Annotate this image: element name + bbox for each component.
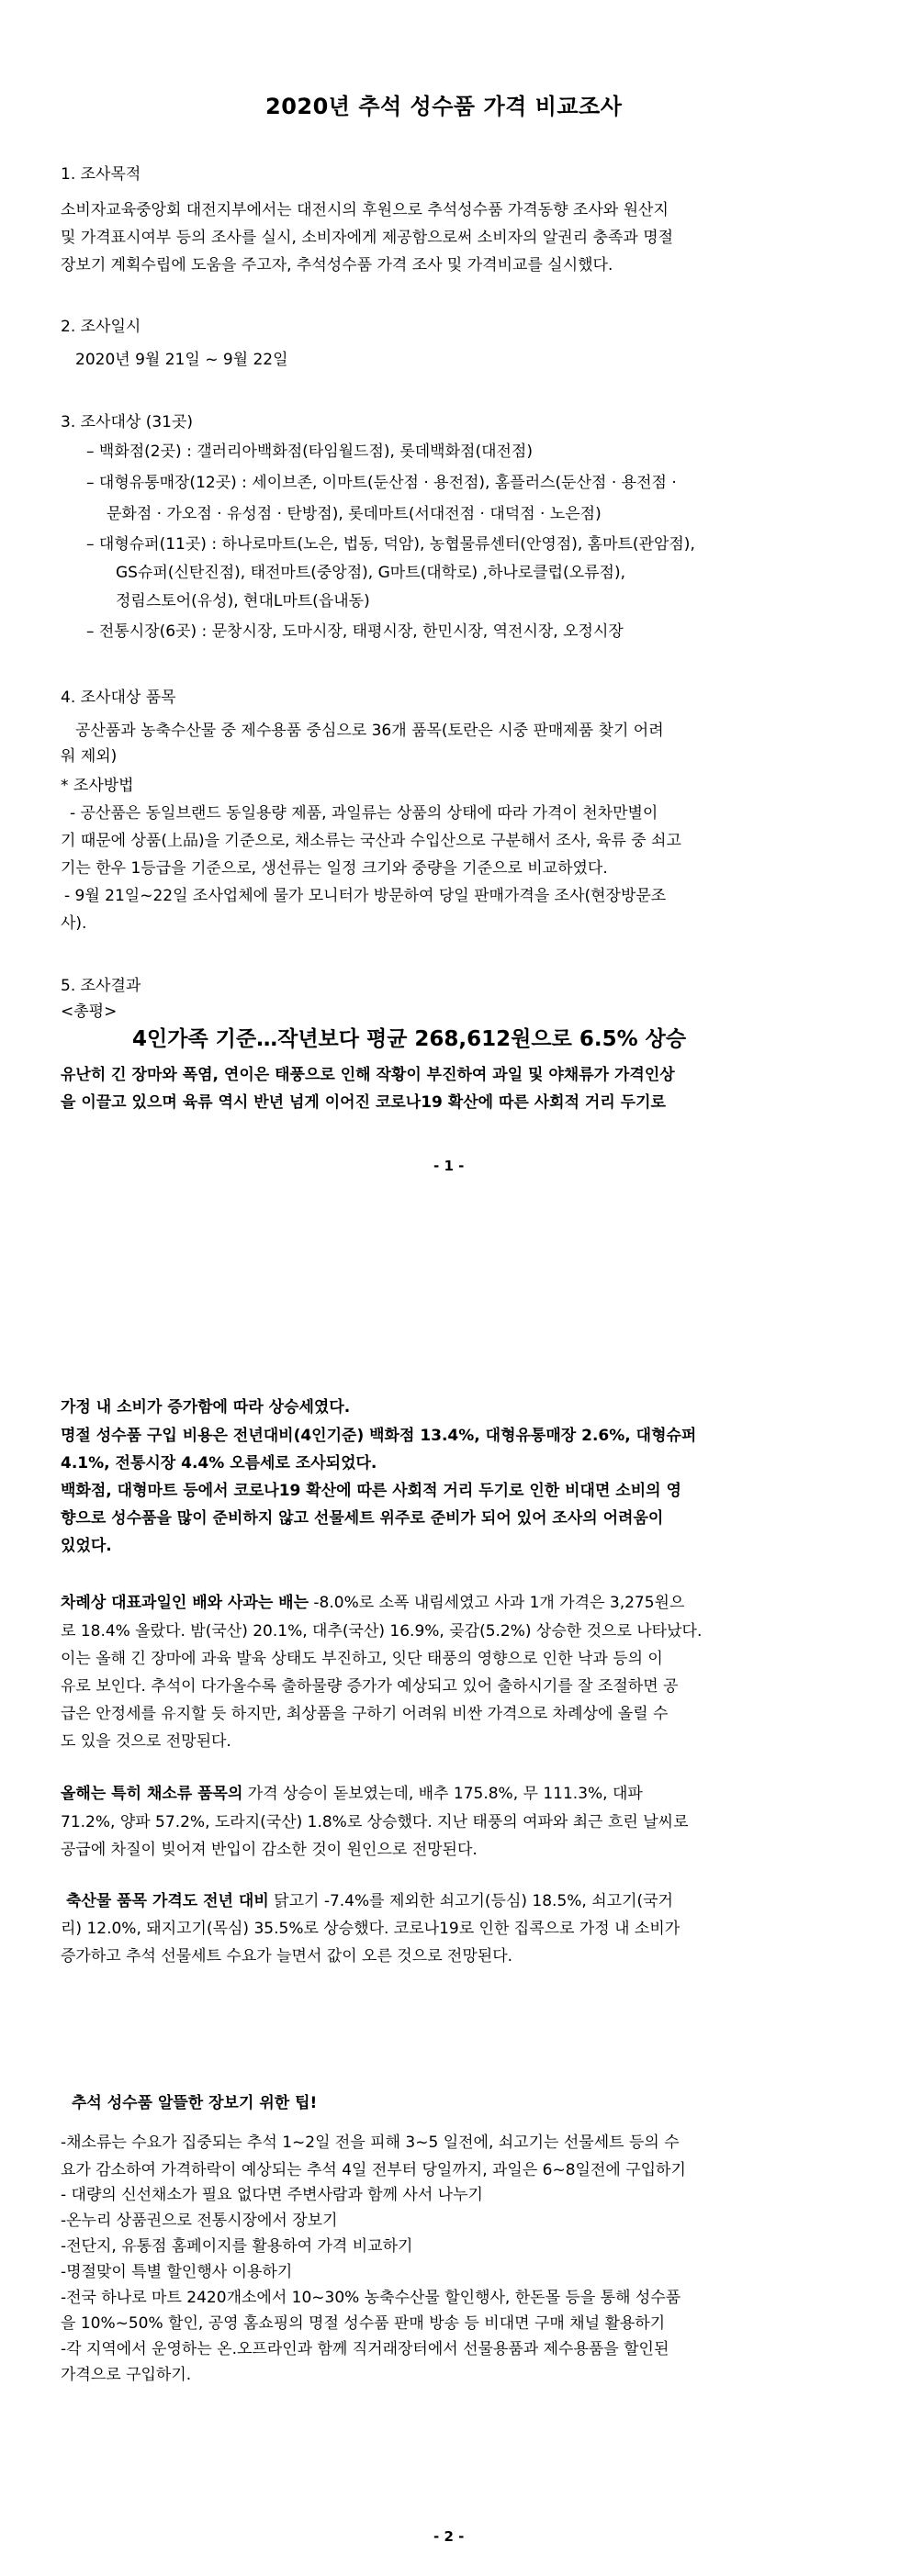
fruit-paragraph-first-line	[61, 1596, 684, 1611]
section-3-line: GS슈퍼(신탄진점), 태전마트(중앙점), G마트(대학로) ,하나로클럽(오류점),	[116, 564, 625, 582]
tip-line: -명절맞이 특별 할인행사 이용하기	[61, 2263, 293, 2281]
page-number: - 2 -	[433, 2528, 465, 2545]
summary-line: 유난히 긴 장마와 폭염, 연이은 태풍으로 인해 작황이 부진하여 과일 및 야채류가 가격인상	[61, 1066, 675, 1084]
fruit-line: 로 18.4% 올랐다. 밤(국산) 20.1%, 대추(국산) 16.9%, 곶감(5.2%) 상승한 것으로 나타났다.	[61, 1622, 703, 1641]
tips-title: 추석 성수품 알뜰한 장보기 위한 팁!	[72, 2094, 318, 2112]
section-3-line: – 대형슈퍼(11곳) : 하나로마트(노은, 법동, 덕암), 농협물류센터(안영점), 홈마트(관암점),	[86, 535, 695, 554]
tip-line: - 대량의 신선채소가 필요 없다면 주변사람과 함께 사서 나누기	[61, 2186, 483, 2204]
section-4-line: 공산품과 농축수산물 중 제수용품 중심으로 36개 품목(토란은 시중 판매제품 찾기 어려	[75, 722, 664, 740]
summary-label: <총평>	[61, 1002, 118, 1021]
paragraph-line: 향으로 성수품을 많이 준비하지 않고 선물세트 위주로 준비가 되어 있어 조사의 어려움이	[61, 1509, 664, 1528]
section-4-line: 기는 한우 1등급을 기준으로, 생선류는 일정 크기와 중량을 기준으로 비교하였다.	[61, 859, 608, 878]
tip-line: 가격으로 구입하기.	[61, 2366, 192, 2384]
fruit-lead: 차례상 대표과일인 배와 사과는 배는	[61, 1594, 309, 1612]
summary-headline: 4인가족 기준…작년보다 평균 268,612원으로 6.5% 상승	[132, 1027, 687, 1051]
section-3-line: 문화점 · 가오점 · 유성점 · 탄방점), 롯데마트(서대전점 · 대덕점 · 노은점)	[107, 505, 602, 523]
tip-line: 을 10%~50% 할인, 공영 홈쇼핑의 명절 성수품 판매 방송 등 비대면 구매 채널 활용하기	[61, 2314, 666, 2333]
section-4-line: 워 제외)	[61, 747, 118, 766]
section-4-line: 사).	[61, 914, 87, 933]
paragraph-line: 백화점, 대형마트 등에서 코로나19 확산에 따른 사회적 거리 두기로 인한 비대면 소비의 영	[61, 1482, 681, 1500]
tip-line: -전국 하나로 마트 2420개소에서 10~30% 농축수산물 할인행사, 한돈몰 등을 통해 성수품	[61, 2289, 681, 2307]
section-3-line: – 백화점(2곳) : 갤러리아백화점(타임월드점), 롯데백화점(대전점)	[86, 442, 533, 461]
livestock-lead: 축산물 품목 가격도 전년 대비	[66, 1892, 269, 1910]
page-title: 2020년 추석 성수품 가격 비교조사	[265, 94, 623, 119]
tip-line: 요가 감소하여 가격하락이 예상되는 추석 4일 전부터 당일까지, 과일은 6~8일전에 구입하기	[61, 2161, 686, 2179]
vegetable-line: 71.2%, 양파 57.2%, 도라지(국산) 1.8%로 상승했다. 지난 태풍의 여파와 최근 흐린 날씨로	[61, 1813, 689, 1831]
paragraph-line: 가정 내 소비가 증가함에 따라 상승세였다.	[61, 1398, 351, 1417]
fruit-line: 도 있을 것으로 전망된다.	[61, 1732, 231, 1751]
section-1-line: 소비자교육중앙회 대전지부에서는 대전시의 후원으로 추석성수품 가격동향 조사와 원산지	[61, 201, 669, 219]
tip-line: -전단지, 유통점 홈페이지를 활용하여 가격 비교하기	[61, 2237, 413, 2256]
section-3-line: – 전통시장(6곳) : 문창시장, 도마시장, 태평시장, 한민시장, 역전시장, 오정시장	[86, 622, 624, 641]
section-3-line: 정림스토어(유성), 현대L마트(읍내동)	[116, 592, 370, 610]
vegetable-paragraph-first-line	[61, 1786, 643, 1802]
section-4-line: - 9월 21일~22일 조사업체에 물가 모니터가 방문하여 당일 판매가격을 조사(현장방문조	[64, 887, 667, 905]
section-2-text: 2020년 9월 21일 ~ 9월 22일	[75, 351, 288, 369]
section-4-line: - 공산품은 동일브랜드 동일용량 제품, 과일류는 상품의 상태에 따라 가격이 천차만별이	[70, 804, 658, 823]
vegetable-line: 가격 상승이 돋보였는데, 배추 175.8%, 무 111.3%, 대파	[242, 1785, 643, 1803]
section-3-line: – 대형유통매장(12곳) : 세이브존, 이마트(둔산점 · 용전점), 홈플러스(둔산점 · 용전점 ·	[86, 474, 677, 492]
section-4-heading: 4. 조사대상 품목	[61, 689, 176, 707]
section-1-line: 장보기 계획수립에 도움을 주고자, 추석성수품 가격 조사 및 가격비교를 실시했다.	[61, 256, 613, 274]
section-1-line: 및 가격표시여부 등의 조사를 실시, 소비자에게 제공함으로써 소비자의 알권리 충족과 명절	[61, 229, 674, 247]
tip-line: -채소류는 수요가 집중되는 추석 1~2일 전을 피해 3~5 일전에, 쇠고기는 선물세트 등의 수	[61, 2134, 680, 2152]
livestock-line: 리) 12.0%, 돼지고기(목심) 35.5%로 상승했다. 코로나19로 인한 집콕으로 가정 내 소비가	[61, 1920, 680, 1938]
page-number: - 1 -	[433, 1158, 465, 1174]
section-1-heading: 1. 조사목적	[61, 165, 141, 184]
livestock-line: 증가하고 추석 선물세트 수요가 늘면서 값이 오른 것으로 전망된다.	[61, 1947, 513, 1966]
livestock-line: 닭고기 -7.4%를 제외한 쇠고기(등심) 18.5%, 쇠고기(국거	[268, 1892, 673, 1910]
fruit-line: 급은 안정세를 유지할 듯 하지만, 최상품을 구하기 어려워 비싼 가격으로 차례상에 올릴 수	[61, 1705, 669, 1723]
section-4-line: * 조사방법	[61, 777, 134, 795]
section-3-heading: 3. 조사대상 (31곳)	[61, 413, 194, 431]
section-5-heading: 5. 조사결과	[61, 977, 141, 995]
paragraph-line: 4.1%, 전통시장 4.4% 오름세로 조사되었다.	[61, 1454, 377, 1473]
livestock-paragraph-first-line	[66, 1894, 673, 1910]
tip-line: -온누리 상품권으로 전통시장에서 장보기	[61, 2212, 338, 2230]
vegetable-lead: 올해는 특히 채소류 품목의	[61, 1785, 243, 1803]
page-2	[0, 1288, 911, 2576]
paragraph-line: 명절 성수품 구입 비용은 전년대비(4인기준) 백화점 13.4%, 대형유통매장 2.6%, 대형슈퍼	[61, 1427, 697, 1445]
vegetable-line: 공급에 차질이 빚어져 반입이 감소한 것이 원인으로 전망된다.	[61, 1841, 478, 1859]
section-2-heading: 2. 조사일시	[61, 318, 141, 336]
fruit-line: -8.0%로 소폭 내림세였고 사과 1개 가격은 3,275원으	[309, 1594, 685, 1612]
tip-line: -각 지역에서 운영하는 온.오프라인과 함께 직거래장터에서 선물용품과 제수용품을 할인된	[61, 2340, 669, 2358]
paragraph-line: 있었다.	[61, 1537, 112, 1555]
fruit-line: 유로 보인다. 추석이 다가올수록 출하물량 증가가 예상되고 있어 출하시기를 잘 조절하면 공	[61, 1677, 679, 1696]
fruit-line: 이는 올해 긴 장마에 과육 발육 상태도 부진하고, 잇단 태풍의 영향으로 인한 낙과 등의 이	[61, 1650, 663, 1668]
summary-line: 을 이끌고 있으며 육류 역시 반년 넘게 이어진 코로나19 확산에 따른 사회적 거리 두기로	[61, 1093, 666, 1112]
section-4-line: 기 때문에 상품(上品)을 기준으로, 채소류는 국산과 수입산으로 구분해서 조사, 육류 중 쇠고	[61, 832, 681, 850]
